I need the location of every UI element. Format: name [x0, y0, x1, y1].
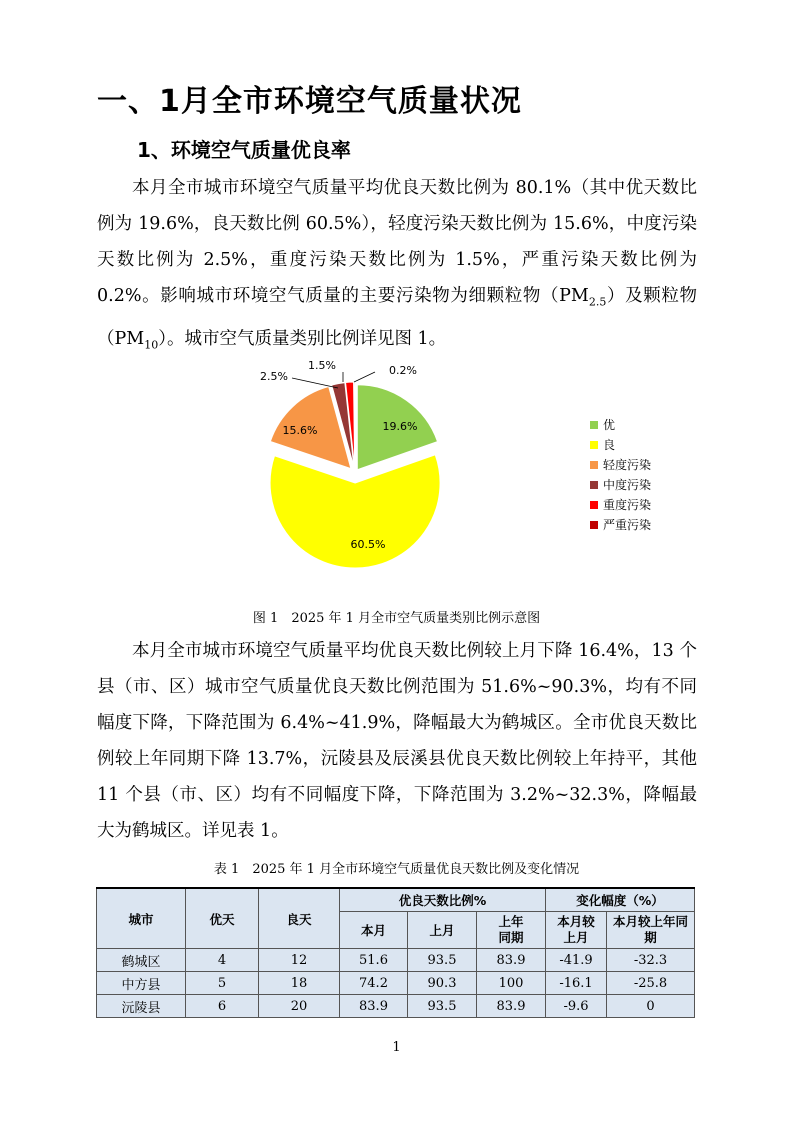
- table-caption: 表 1 2025 年 1 月全市环境空气质量优良天数比例及变化情况: [213, 862, 580, 877]
- table-row: [97, 949, 695, 972]
- legend-item: [590, 415, 651, 435]
- analysis-paragraph: 本月全市城市环境空气质量平均优良天数比例较上月下降 16.4%，13 个县（市、区）城市空气质量优良天数比例范围为 51.6%~90.3%，均有不同幅度下降，下降范围为 6.4%~41.9%，降幅最大为鹤城区。全市优良天数比例较上年同期下降 13.7%，沅陵县及辰溪县优良天数比例较上年持平，其他 11 个县（市、区）均有不同幅度下降，下降范围为 3.2%~32.3%，降幅最大为鹤城区。详见表 1。: [97, 641, 697, 841]
- header-change: 变化幅度（%）: [546, 888, 695, 912]
- legend-swatch: [590, 441, 598, 449]
- legend-label: 轻度污染: [603, 458, 652, 472]
- legend-label: 重度污染: [603, 498, 652, 512]
- value-cell: 74.2: [340, 972, 408, 995]
- value-cell: 5: [186, 972, 259, 995]
- air-quality-table: [96, 887, 695, 1018]
- slice-label: 60.5%: [350, 538, 386, 551]
- table-row: [97, 995, 695, 1018]
- header-ratio: 优良天数比例%: [340, 888, 546, 912]
- legend-swatch: [590, 521, 598, 529]
- value-cell: 51.6: [340, 949, 408, 972]
- pm10-subscript: 10: [144, 338, 159, 351]
- legend-swatch: [590, 421, 598, 429]
- value-cell: 90.3: [408, 972, 477, 995]
- legend-swatch: [590, 481, 598, 489]
- value-cell: 6: [186, 995, 259, 1018]
- legend-swatch: [590, 461, 598, 469]
- header-last-month: 上月: [408, 912, 477, 949]
- value-cell: 4: [186, 949, 259, 972]
- legend-item: [590, 475, 651, 495]
- leader-line: [354, 372, 375, 382]
- city-cell: 中方县: [97, 972, 186, 995]
- value-cell: 18: [259, 972, 340, 995]
- legend-label: 中度污染: [603, 478, 652, 492]
- header-city: 城市: [97, 888, 186, 949]
- header-this-month: 本月: [340, 912, 408, 949]
- legend-item: [590, 435, 651, 455]
- header-last-year: 上年同期: [477, 912, 546, 949]
- value-cell: -41.9: [546, 949, 607, 972]
- page-heading: 一、1月全市环境空气质量状况: [97, 84, 522, 119]
- pie-slice: [270, 455, 440, 568]
- legend-label: 优: [603, 418, 616, 432]
- value-cell: 83.9: [477, 949, 546, 972]
- section-heading: 1、环境空气质量优良率: [137, 138, 351, 162]
- legend-item: [590, 455, 651, 475]
- pie-chart: [240, 360, 480, 590]
- header-vs-last-month: 本月较上月: [546, 912, 607, 949]
- page-number: 1: [392, 1040, 401, 1055]
- value-cell: 12: [259, 949, 340, 972]
- value-cell: 83.9: [340, 995, 408, 1018]
- value-cell: 100: [477, 972, 546, 995]
- legend-label: 良: [603, 438, 616, 452]
- figure-caption: 图 1 2025 年 1 月全市空气质量类别比例示意图: [252, 611, 541, 626]
- slice-label: 19.6%: [382, 420, 418, 433]
- slice-label: 2.5%: [260, 370, 288, 383]
- city-cell: 沅陵县: [97, 995, 186, 1018]
- city-cell: 鹤城区: [97, 949, 186, 972]
- value-cell: 0: [607, 995, 695, 1018]
- slice-label: 1.5%: [308, 360, 336, 372]
- legend-item: [590, 515, 651, 535]
- slice-label: 15.6%: [282, 424, 318, 437]
- value-cell: -25.8: [607, 972, 695, 995]
- leader-line: [292, 378, 338, 388]
- value-cell: 93.5: [408, 949, 477, 972]
- pm25-subscript: 2.5: [588, 295, 607, 309]
- intro-paragraph: 本月全市城市环境空气质量平均优良天数比例为 80.1%（其中优天数比例为 19.6%，良天数比例 60.5%），轻度污染天数比例为 15.6%，中度污染天数比例为 2.5%，重度污染天数比例为 1.5%，严重污染天数比例为 0.2%。影响城市环境空气质量的主要污染物为细颗粒物$(PM_{2.5})$及颗粒物$(PM_{10})$。城市空气质量类别比例详见图 1。: [97, 178, 698, 351]
- value-cell: -32.3: [607, 949, 695, 972]
- header-vs-last-year: 本月较上年同期: [607, 912, 695, 949]
- legend-swatch: [590, 501, 598, 509]
- legend-item: [590, 495, 651, 515]
- legend-label: 严重污染: [603, 518, 652, 532]
- value-cell: -16.1: [546, 972, 607, 995]
- header-good-days: 良天: [259, 888, 340, 949]
- value-cell: 83.9: [477, 995, 546, 1018]
- header-excellent-days: 优天: [186, 888, 259, 949]
- value-cell: 93.5: [408, 995, 477, 1018]
- value-cell: -9.6: [546, 995, 607, 1018]
- chart-legend: [590, 415, 651, 535]
- table-row: [97, 972, 695, 995]
- slice-label: 0.2%: [389, 364, 417, 377]
- value-cell: 20: [259, 995, 340, 1018]
